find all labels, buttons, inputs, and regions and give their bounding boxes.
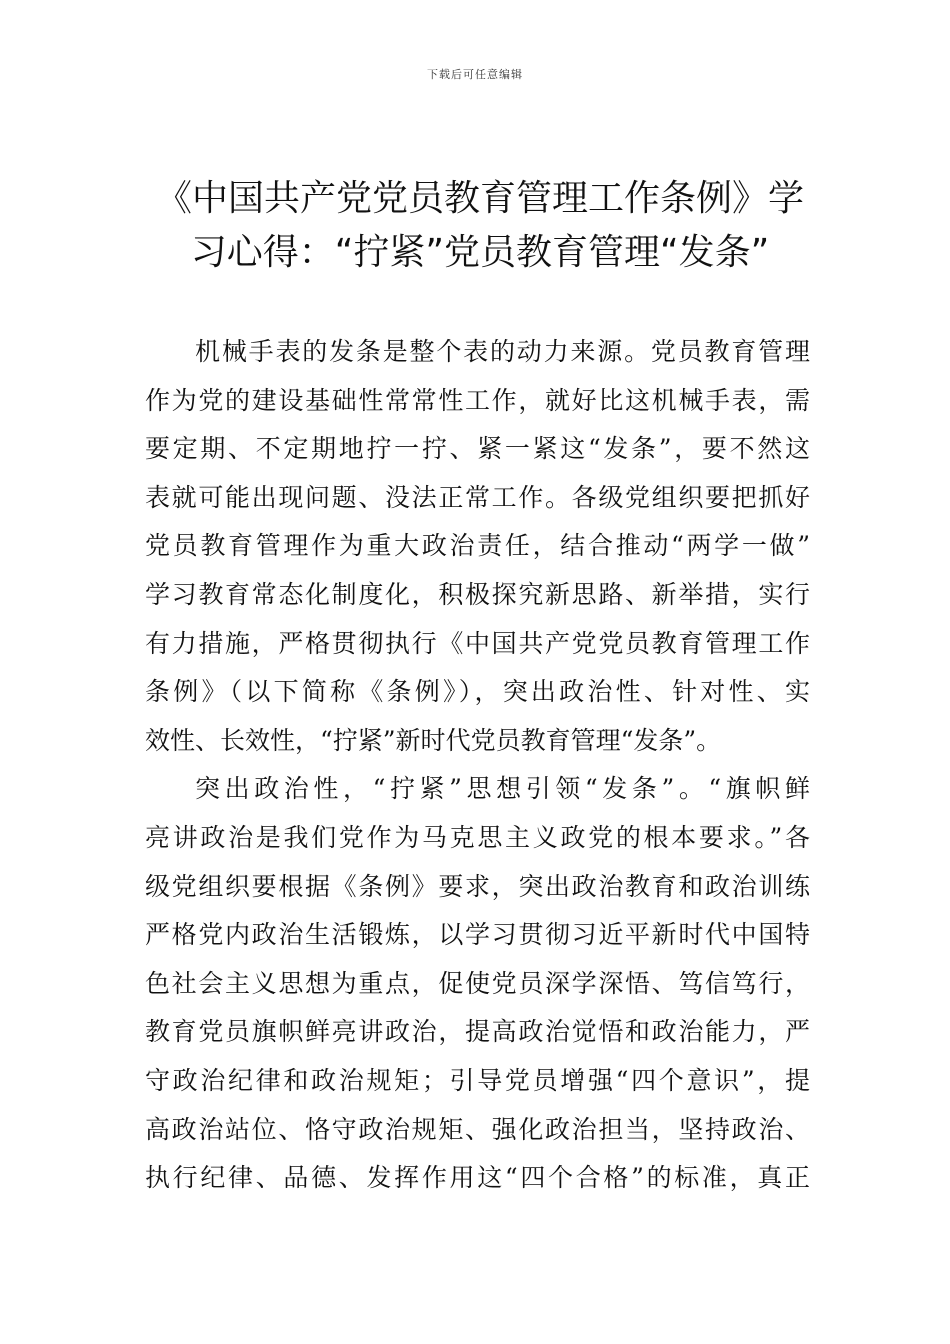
text-line: 有力措施，严格贯彻执行《中国共产党党员教育管理工作 [145, 628, 810, 658]
text-line: 守政治纪律和政治规矩；引导党员增强“四个意识”，提 [145, 1065, 810, 1095]
document-title [140, 172, 820, 280]
text-line: 高政治站位、恪守政治规矩、强化政治担当，坚持政治、 [145, 1114, 810, 1144]
text-line: 作为党的建设基础性常常性工作，就好比这机械手表，需 [145, 385, 810, 415]
text-line: 机械手表的发条是整个表的动力来源。党员教育管理 [195, 337, 810, 366]
text-line: 严格党内政治生活锻炼，以学习贯彻习近平新时代中国特 [145, 920, 810, 950]
text-line: 色社会主义思想为重点，促使党员深学深悟、笃信笃行， [145, 968, 810, 998]
text-line: 教育党员旗帜鲜亮讲政治，提高政治觉悟和政治能力，严 [145, 1017, 810, 1047]
text-line: 学习教育常态化制度化，积极探究新思路、新举措，实行 [145, 579, 810, 609]
text-line: 条例》（以下简称《条例》），突出政治性、针对性、实 [145, 677, 810, 707]
paragraph [145, 765, 810, 1202]
text-line: 执行纪律、品德、发挥作用这“四个合格”的标准，真正 [145, 1163, 810, 1193]
text-line: 效性、长效性，“拧紧”新时代党员教育管理“发条”。 [145, 725, 722, 755]
text-line: 党员教育管理作为重大政治责任，结合推动“两学一做” [145, 531, 810, 561]
text-line: 突出政治性，“拧紧”思想引领“发条”。“旗帜鲜 [195, 774, 810, 804]
body-text [145, 328, 810, 1203]
paragraph [145, 328, 810, 765]
text-line: 级党组织要根据《条例》要求，突出政治教育和政治训练 [145, 871, 810, 901]
text-line: 要定期、不定期地拧一拧、紧一紧这“发条”，要不然这 [145, 434, 810, 464]
title-line: 《中国共产党党员教育管理工作条例》学 [155, 178, 804, 219]
text-line: 亮讲政治是我们党作为马克思主义政党的根本要求。”各 [145, 822, 810, 852]
header-note: 下载后可任意编辑 [427, 68, 523, 81]
text-line: 表就可能出现问题、没法正常工作。各级党组织要把抓好 [145, 482, 810, 512]
title-line: 习心得：“拧紧”党员教育管理“发条” [190, 232, 770, 273]
